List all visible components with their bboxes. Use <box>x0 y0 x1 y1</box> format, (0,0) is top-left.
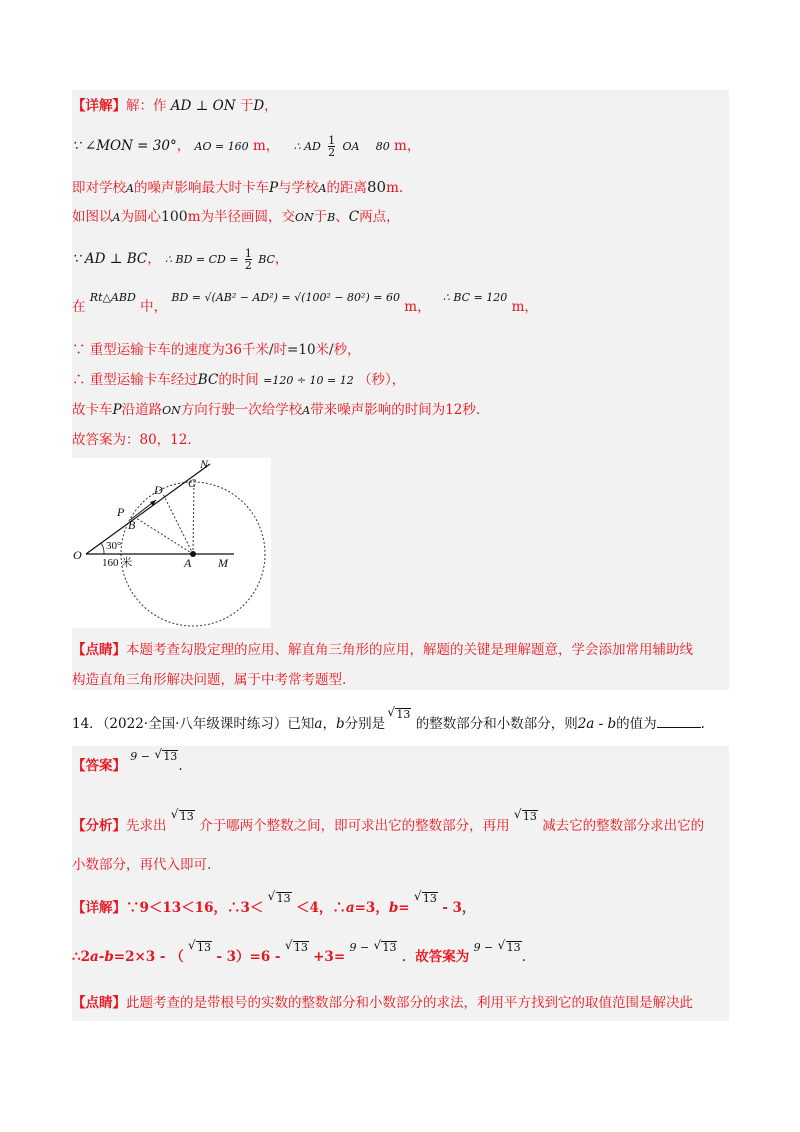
detail2-line-2: ∴2a-b=2×3 - （ √ 13 - 3）=6 - √ 13 +3= $^{9 -}$ √ 13 ．故答案为 $^{9 -}$ √ 13. <box>72 947 526 968</box>
label-m: M <box>218 556 228 570</box>
segment-ab <box>136 518 193 554</box>
label-distance: 160 米 <box>102 557 133 569</box>
answer-block <box>72 746 729 1021</box>
detail-line-2: ∵ ∠MON = 30°， AO = 160 m， ∴ AD $\frac{1}{2}$ OA 80 m， <box>72 134 421 159</box>
geometry-figure <box>72 458 271 628</box>
question-14: 14．（2022·全国·八年级课时练习）已知a，b分别是 √ 13 的整数部分和小数部分，则2a - b的值为 . <box>72 713 705 734</box>
label-n: N <box>200 458 209 471</box>
comment-tag-2: 【点睛】 <box>72 995 126 1011</box>
answer-line: 【答案】 $^{9 -}$ √ 13. <box>72 756 183 777</box>
detail-line-5: ∵ AD ⊥ BC， ∴ BD = CD = $\frac{1}{2}$ BC， <box>72 247 289 272</box>
question-number: 14． <box>72 716 103 732</box>
label-angle: 30° <box>106 540 122 552</box>
label-p: P <box>117 505 125 519</box>
analysis-tag: 【分析】 <box>72 818 126 834</box>
segment-ac <box>193 480 194 554</box>
detail-tag-2: 【详解】 <box>72 900 126 916</box>
detail-tag: 【详解】 <box>72 98 126 114</box>
detail-line-9: 故卡车P沿道路ON方向行驶一次给学校A带来噪声影响的时间为12秒. <box>72 402 481 418</box>
detail-line-1: 【详解】解：作 AD ⊥ ON 于D， <box>72 98 278 114</box>
detail-line-4: 如图以A为圆心100m为半径画圆，交ON于B、C两点， <box>72 209 400 225</box>
label-c: C <box>188 476 197 490</box>
comment-line-2: 构造直角三角形解决问题，属于中考常考题型. <box>72 672 347 688</box>
analysis-line-1: 【分析】先求出 √ 13 介于哪两个整数之间，即可求出它的整数部分，再用 √ 13 减去它的整数部分求出它的 <box>72 816 704 836</box>
detail2-line-1: 【详解】∵9＜13＜16，∴3＜ √ 13 ＜4，∴a=3，b= √ 13 - 3， <box>72 898 475 918</box>
angle-arc <box>101 543 104 554</box>
comment-line-1: 【点睛】本题考查勾股定理的应用、解直角三角形的应用，解题的关键是理解题意，学会添加常用辅助线 <box>72 642 693 658</box>
arrow-head <box>150 500 156 506</box>
answer-blank <box>657 713 701 728</box>
label-a: A <box>184 556 192 570</box>
detail-line-8: ∴ 重型运输卡车经过BC的时间 =120 ÷ 10 = 12 （秒）， <box>72 372 406 388</box>
comment2-line: 【点睛】此题考查的是带根号的实数的整数部分和小数部分的求法，利用平方找到它的取值范围是解决此 <box>72 995 693 1011</box>
detail-line-6: 在 $^{Rt\triangle ABD}$ 中， $^{BD = √(AB^2 - AD^2) = √(100^2 - 80^2) = 60}$ m， $^{\therefore BC = 120}$ m， <box>72 291 538 315</box>
detail-line-10: 故答案为：80，12. <box>72 432 192 448</box>
detail-line-3: 即对学校A的噪声影响最大时卡车P与学校A的距离80m. <box>72 178 404 196</box>
answer-tag: 【答案】 <box>72 758 126 774</box>
detail-line-7: ∵ 重型运输卡车的速度为36千米/时=10米/秒， <box>72 342 361 358</box>
analysis-line-2: 小数部分，再代入即可. <box>72 857 212 873</box>
label-o: O <box>73 548 82 562</box>
label-d: D <box>154 483 163 497</box>
label-b: B <box>128 518 136 532</box>
comment-tag: 【点睛】 <box>72 642 126 658</box>
